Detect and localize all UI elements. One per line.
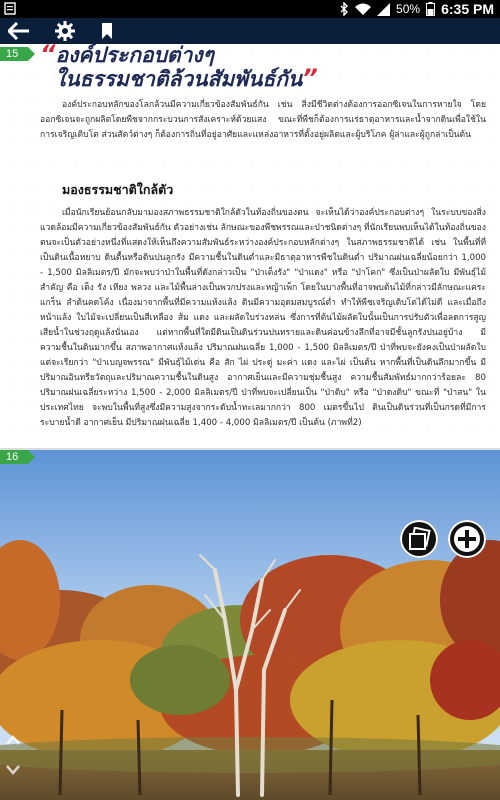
forest-photo bbox=[0, 450, 500, 800]
quote-open: “ bbox=[40, 44, 56, 68]
battery-icon bbox=[426, 2, 435, 16]
body-paragraph: เมื่อนักเรียนย้อนกลับมามองสภาพธรรมชาติใกล้ตัวในท้องถิ่นของตน จะเห็นได้ว่าองค์ประกอบต่างๆ ในระบบของสิ่งแวดล้อมมีความเกี่ยวข้องสัมพันธ์กัน ตัวอย่างเช่น ลักษณะของพืชพรรณและป่าชนิดต่างๆ ที่นักเรียนพบเห็นได้ในท้องถิ่นของตนจะเป็นตัวอย่างหนึ่งที่แสดงให้เห็นถึงความสัมพันธ์ระหว่างองค์ประกอบหลักต่างๆ ในสภาพธรรมชาติได้ เช่น ในพื้นที่ที่เป็นดินเนื้อหยาบ ดินตื้นหรือดินปนลูกรัง มีความชื้นในดินต่ำและมีธาตุอาหารพืชในดินต่ำ ปริมาณฝนเฉลี่ยน้อยกว่า 1,000 - 1,500 มิลลิเมตร/ปี มักจะพบว่าป่าในพื้นที่ดังกล่าวเป็น "ป่าเต็งรัง" "ป่าแดง" หรือ "ป่าโคก" ซึ่งเป็นป่าผลัดใบ มีพันธุ์ไม้สำคัญ คือ เต็ง รัง เหียง พลวง และไม้พื้นล่างเป็นพวกปรงและหญ้าเพ็ก โดยในบางพื้นที่อาจพบต้นไม้ที่กล่าวมีลักษณะแคระแกร็น ลำต้นคดโค้ง เนื่องมาจากพื้นที่มีความแห้งแล้ง ดินมีความอุดมสมบูรณ์ต่ำ ทำให้พืชเจริญเติบโตได้ไม่ดี และเมื่อถึงหน้าแล้ง ใบไม้จะเปลี่ยนเป็นสีเหลือง ส้ม แดง และผลัดใบร่วงหล่น ซึ่งการที่ต้นไม้ผลัดใบนั้นเป็นการปรับตัวเพื่อลดการสูญเสียน้ำในช่วงฤดูแล้งนั่นเอง แต่หากพื้นที่ใดมีดินเป็นดินร่วนปนทรายและดินค่อนข้างลึกที่อาจมีชั้นลูกรังปนอยู่บ้าง มีความชื้นในดินมากขึ้น สภาพอากาศแห้งแล้ง ปริมาณฝนเฉลี่ย 1,000 - 1,500 มิลลิเมตร/ปี ป่าที่พบจะยังคงเป็นป่าผลัดใบ แต่จะเรียกว่า "ป่าเบญจพรรณ" มีพันธุ์ไม้เด่น คือ สัก ไผ่ ประดู่ มะค่า แดง และไผ่ เป็นต้น หากพื้นที่เป็นดินลึกมากขึ้น มีปริมาณอินทรียวัตถุและปริมาณความชื้นในดินสูง อากาศเย็นและมีความชุ่มชื้นสูง ความชื้นสัมพัทธ์มากกว่าร้อยละ 80 ปริมาณฝนเฉลี่ยระหว่าง 1,500 - 2,000 มิลลิเมตร/ปี ป่าที่พบจะเปลี่ยนเป็น "ป่าดิบ" หรือ "ป่าดงดิบ" ขณะที่ "ป่าสน" ในประเทศไทย จะพบในพื้นที่สูงซึ่งมีความสูงจากระดับน้ำทะเลมากกว่า 800 เมตรขึ้นไป ดินเป็นดินร่วนที่เป็นกรดที่มีการระบายน้ำดี อากาศเย็น มีปริมาณฝนเฉลี่ย 1,400 - 4,000 มิลลิเมตร/ปี เป็นต้น (ภาพที่2) bbox=[40, 208, 486, 428]
wifi-icon bbox=[355, 3, 371, 16]
settings-gear-icon bbox=[55, 21, 75, 41]
page-number-tag: 16 bbox=[0, 450, 28, 464]
signal-icon bbox=[377, 3, 390, 16]
battery-percent: 50% bbox=[396, 2, 421, 16]
back-button[interactable] bbox=[4, 18, 34, 44]
clock: 6:35 PM bbox=[441, 1, 494, 17]
add-icon bbox=[452, 524, 482, 554]
bookmark-button[interactable] bbox=[96, 18, 118, 44]
quote-close: ” bbox=[302, 64, 318, 92]
notification-icon bbox=[4, 2, 16, 15]
gallery-icon bbox=[407, 527, 431, 551]
back-arrow-icon bbox=[8, 22, 30, 40]
add-button[interactable] bbox=[448, 520, 486, 558]
app-toolbar bbox=[0, 18, 500, 44]
settings-button[interactable] bbox=[52, 18, 78, 44]
chevron-up-icon bbox=[6, 733, 20, 747]
status-bar bbox=[0, 0, 500, 18]
title-line-1: องค์ประกอบต่างๆ bbox=[55, 44, 214, 67]
gallery-button[interactable] bbox=[400, 520, 438, 558]
page-number-tag: 15 bbox=[0, 47, 28, 61]
scroll-up-arrow[interactable] bbox=[6, 732, 20, 746]
bookmark-icon bbox=[101, 22, 113, 40]
section-subheading: มองธรรมชาติใกล้ตัว bbox=[62, 182, 174, 197]
page-15 bbox=[0, 44, 500, 448]
chevron-down-icon bbox=[6, 763, 20, 777]
intro-paragraph: องค์ประกอบหลักของโลกล้วนมีความเกี่ยวข้องสัมพันธ์กัน เช่น สิ่งมีชีวิตต่างต้องการออกซิเจนในการหายใจ โดยออกซิเจนจะถูกผลิตโดยพืชจากกระบวนการสังเคราะห์ด้วยแสง ขณะที่พืชก็ต้องการแร่ธาตุอาหารและน้ำจากดินเพื่อใช้ในการเจริญเติบโต ส่วนสัตว์ต่างๆ ก็ต้องการถิ่นที่อยู่อาศัยและแหล่งอาหารที่ตั้งอยู่ผลิตและผู้บริโภค ผู้ล่าและผู้ถูกล่าเป็นต้น bbox=[40, 100, 486, 140]
page-16 bbox=[0, 450, 500, 800]
title-line-2: ในธรรมชาติล้วนสัมพันธ์กัน bbox=[55, 67, 303, 91]
scroll-down-arrow[interactable] bbox=[6, 762, 20, 776]
bluetooth-icon bbox=[339, 2, 349, 16]
